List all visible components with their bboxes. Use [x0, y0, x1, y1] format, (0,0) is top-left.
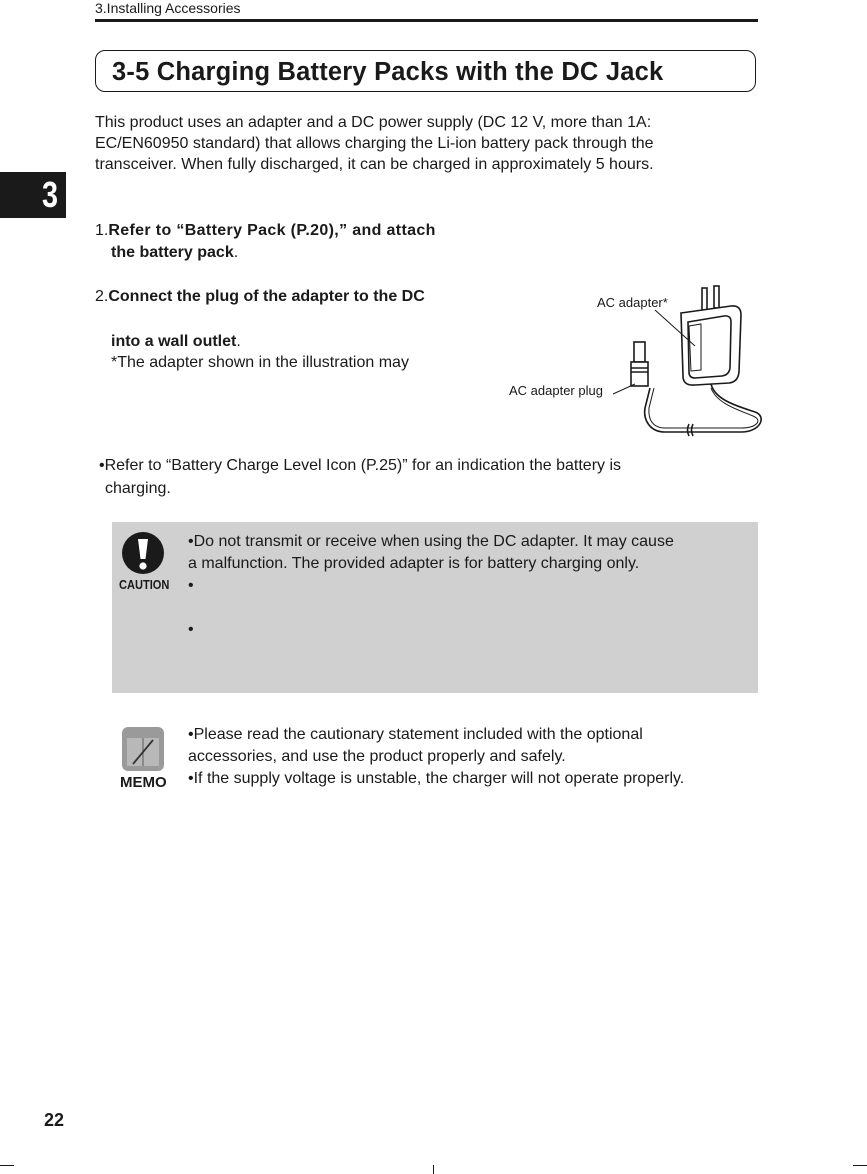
page-number: 22 [44, 1110, 65, 1130]
step-2-continued [111, 331, 241, 353]
memo-line: accessories, and use the product properly and safely. [188, 748, 566, 765]
caution-bullet: • [188, 577, 194, 594]
memo-line: •If the supply voltage is unstable, the charger will not operate properly. [188, 770, 685, 787]
caution-line: a malfunction. The provided adapter is for battery charging only. [188, 555, 640, 572]
caution-text [188, 531, 748, 641]
crop-mark [0, 1165, 14, 1166]
memo-icon [121, 726, 165, 772]
step-2-text-cont: into a wall outlet [111, 333, 237, 350]
memo-line: •Please read the cautionary statement included with the optional [188, 726, 643, 743]
note-line-1: •Refer to “Battery Charge Level Icon (P.25)” for an indication the battery is [99, 457, 622, 474]
intro-line: transceiver. When fully discharged, it can be charged in approximately 5 hours. [95, 156, 654, 173]
intro-paragraph [95, 112, 760, 175]
ac-adapter-plug-label: AC adapter plug [509, 383, 603, 398]
step-2-note: *The adapter shown in the illustration may [111, 354, 409, 371]
intro-line: EC/EN60950 standard) that allows charging the Li-ion battery pack through the [95, 135, 654, 152]
ac-adapter-label: AC adapter* [597, 295, 668, 310]
caution-bullet: • [188, 621, 194, 638]
running-header: 3.Installing Accessories [95, 0, 241, 16]
note-line-2: charging. [105, 480, 171, 497]
header-rule [95, 19, 758, 22]
crop-mark [433, 1165, 434, 1174]
step-1-number: 1. [95, 222, 109, 239]
charge-level-note [99, 454, 759, 500]
step-1-continued [111, 242, 238, 264]
step-2-period: . [236, 333, 241, 350]
caution-label: CAUTION [119, 577, 170, 592]
crop-mark [853, 1165, 867, 1166]
memo-label: MEMO [120, 774, 167, 791]
step-1-period: . [233, 244, 239, 261]
intro-line: This product uses an adapter and a DC power supply (DC 12 V, more than 1A: [95, 114, 652, 131]
step-2 [95, 286, 425, 308]
step-1 [95, 220, 436, 242]
caution-line: •Do not transmit or receive when using the DC adapter. It may cause [188, 533, 674, 550]
section-title: 3-5 Charging Battery Packs with the DC Jack [112, 58, 664, 86]
step-1-text-cont: the battery pack [111, 244, 234, 261]
step-2-text: Connect the plug of the adapter to the DC [108, 288, 425, 305]
caution-icon [121, 531, 165, 577]
chapter-tab-number: 3 [41, 174, 59, 215]
step-1-text: Refer to “Battery Pack (P.20),” and attach [108, 222, 436, 239]
memo-text [188, 724, 758, 790]
step-2-number: 2. [95, 288, 109, 305]
